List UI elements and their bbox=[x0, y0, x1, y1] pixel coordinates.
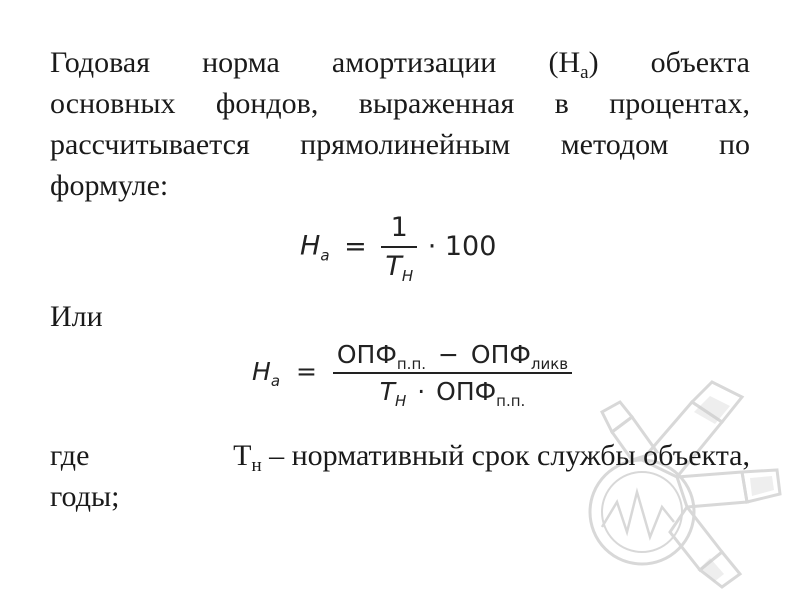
where-line-1: где $Т_н$ – нормативный срок службы объекта, bbox=[50, 439, 750, 476]
intro-line-2: основных фондов, выраженная в процентах, bbox=[50, 87, 750, 120]
intro-line-3: рассчитывается прямолинейным методом по bbox=[50, 128, 750, 161]
formula-2: $H_a$ = $\frac{ОПФ_{п.п.} - ОПФ_{ликв}}{T_H \cdot ОПФ_{п.п.}}$ bbox=[252, 340, 572, 406]
intro-line-1: Годовая норма амортизации $(Н_а)$ объекта bbox=[50, 46, 750, 83]
formula-2-fraction: $\frac{ОПФ_{п.п.} - ОПФ_{ликв}}{T_H \cdot ОПФ_{п.п.}}$ bbox=[333, 340, 572, 406]
intro-paragraph bbox=[50, 42, 750, 206]
formula-1-fraction: $\frac{1}{T_H}$ bbox=[381, 212, 417, 282]
formula-1: $H_a$ = $\frac{1}{T_H}$ · 100 bbox=[300, 212, 497, 285]
intro-line-4: формуле: bbox=[50, 169, 169, 202]
where-line-2: годы; bbox=[50, 480, 120, 513]
or-label: Или bbox=[50, 300, 103, 333]
